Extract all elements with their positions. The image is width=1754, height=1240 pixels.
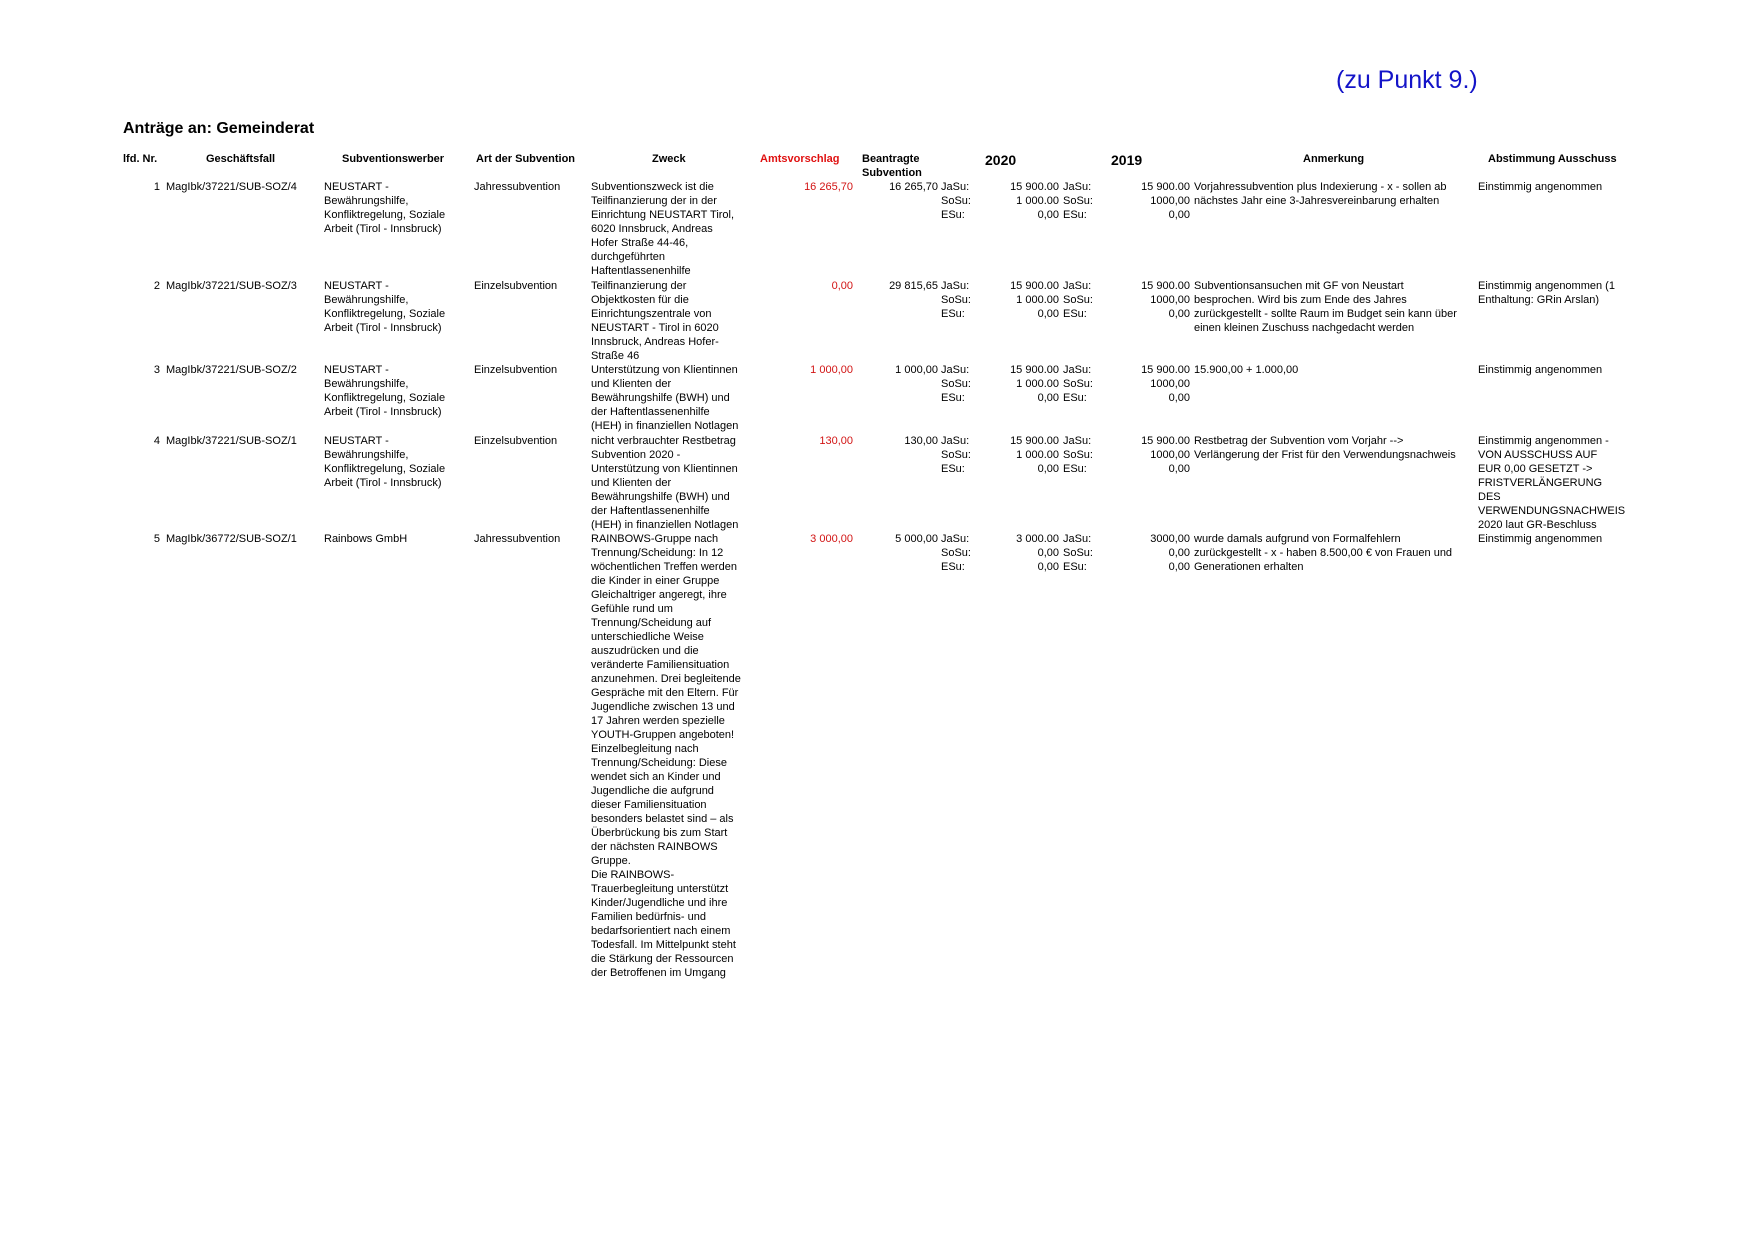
cell-abstimmung: Einstimmig angenommen [1478,533,1603,545]
cell-values-2020: 15 900.00 1 000.00 0,00 [1010,435,1059,475]
header-anmerkung: Anmerkung [1303,153,1365,165]
header-werber: Subventionswerber [342,153,445,165]
cell-anmerkung: Vorjahressubvention plus Indexierung - x - sollen ab nächstes Jahr eine 3-Jahresvereinbarung erhalten [1194,181,1447,207]
agenda-reference: (zu Punkt 9.) [1336,66,1478,94]
cell-nr: 2 [153,280,160,292]
cell-werber: NEUSTART - Bewährungshilfe, Konfliktregelung, Soziale Arbeit (Tirol - Innsbruck) [324,181,446,235]
header-2019: 2019 [1111,152,1143,168]
header-beantragt: Beantragte Subvention [862,153,922,179]
cell-anmerkung: 15.900,00 + 1.000,00 [1194,364,1299,376]
cell-values-2020: 3 000.00 0,00 0,00 [1016,533,1059,573]
cell-values-2019: 15 900.00 1000,00 0,00 [1141,280,1190,320]
cell-values-2019: 3000,00 0,00 0,00 [1150,533,1190,573]
cell-beantragt: 1 000,00 [895,364,938,376]
cell-zweck: Subventionszweck ist die Teilfinanzierung der in der Einrichtung NEUSTART Tirol, 6020 Innsbruck, Andreas Hofer Straße 44-46, durchgeführten Haftentlassenenhilfe [591,181,735,277]
cell-geschaeftsfall: MagIbk/37221/SUB-SOZ/3 [166,280,297,292]
cell-values-2020: 15 900.00 1 000.00 0,00 [1010,364,1059,404]
cell-labels-2020: JaSu: SoSu: ESu: [941,435,971,475]
cell-art: Jahressubvention [474,181,561,193]
cell-zweck: Teilfinanzierung der Objektkosten für die Einrichtungszentrale von NEUSTART - Tirol in 6020 Innsbruck, Andreas Hofer- Straße 46 [591,280,719,362]
cell-geschaeftsfall: MagIbk/36772/SUB-SOZ/1 [166,533,297,545]
cell-anmerkung: Subventionsansuchen mit GF von Neustart besprochen. Wird bis zum Ende des Jahres zurückgestellt - sollte Raum im Budget sein kann über einen kleinen Zuschuss nachgedacht werden [1194,280,1457,334]
cell-zweck: nicht verbrauchter Restbetrag Subvention 2020 - Unterstützung von Klientinnen und Klienten der Bewährungshilfe (BWH) und der Haftentlassenenhilfe (HEH) in finanziellen Notlagen [591,435,739,531]
cell-beantragt: 16 265,70 [889,181,938,193]
cell-amtsvorschlag: 1 000,00 [810,364,853,376]
cell-values-2020: 15 900.00 1 000.00 0,00 [1010,280,1059,320]
cell-nr: 3 [153,364,160,376]
cell-values-2019: 15 900.00 1000,00 0,00 [1141,181,1190,221]
header-art: Art der Subvention [476,153,576,165]
cell-art: Einzelsubvention [474,364,558,376]
cell-werber: NEUSTART - Bewährungshilfe, Konfliktregelung, Soziale Arbeit (Tirol - Innsbruck) [324,364,446,418]
header-abstimmung: Abstimmung Ausschuss [1488,153,1617,165]
cell-abstimmung: Einstimmig angenommen (1 Enthaltung: GRin Arslan) [1478,280,1615,306]
cell-labels-2019: JaSu: SoSu: ESu: [1063,181,1093,221]
cell-abstimmung: Einstimmig angenommen [1478,181,1603,193]
cell-anmerkung: wurde damals aufgrund von Formalfehlern zurückgestellt - x - haben 8.500,00 € von Frauen und Generationen erhalten [1194,533,1453,573]
cell-amtsvorschlag: 16 265,70 [804,181,853,193]
cell-geschaeftsfall: MagIbk/37221/SUB-SOZ/2 [166,364,297,376]
page-title: Anträge an: Gemeinderat [123,120,315,137]
cell-beantragt: 29 815,65 [889,280,938,292]
cell-art: Jahressubvention [474,533,561,545]
cell-geschaeftsfall: MagIbk/37221/SUB-SOZ/4 [166,181,297,193]
cell-labels-2020: JaSu: SoSu: ESu: [941,533,971,573]
cell-labels-2019: JaSu: SoSu: ESu: [1063,435,1093,475]
cell-zweck: RAINBOWS-Gruppe nach Trennung/Scheidung: In 12 wöchentlichen Treffen werden die Kinder in einer Gruppe Gleichaltriger angeregt, ihre Gefühle rund um Trennung/Scheidung auf unterschiedliche Weise auszudrücken und die veränderte Familiensituation anzunehmen. Drei begleitende Gespräche mit den Eltern. Für Jugendliche zwischen 13 und 17 Jahren werden spezielle YOUTH-Gruppen angeboten! Einzelbegleitung nach Trennung/Scheidung: Diese wendet sich an Kinder und Jugendliche die aufgrund dieser Familiensituation besonders belastet sind – als Überbrückung bis zum Start der nächsten RAINBOWS Gruppe. Die RAINBOWS- Trauerbegleitung unterstützt Kinder/Jugendliche und ihre Familien bedürfnis- und bedarfsorientiert nach einem Todesfall. Im Mittelpunkt steht die Stärkung der Ressourcen der Betroffenen im Umgang [591,533,741,979]
cell-values-2020: 15 900.00 1 000.00 0,00 [1010,181,1059,221]
cell-values-2019: 15 900.00 1000,00 0,00 [1141,364,1190,404]
cell-anmerkung: Restbetrag der Subvention vom Vorjahr --> Verlängerung der Frist für den Verwendungsnachweis [1194,435,1456,461]
cell-nr: 1 [153,181,160,193]
cell-werber: Rainbows GmbH [324,533,408,545]
cell-nr: 5 [153,533,160,545]
header-amtsvorschlag: Amtsvorschlag [760,153,840,165]
cell-labels-2020: JaSu: SoSu: ESu: [941,280,971,320]
header-nr: lfd. Nr. [123,153,158,165]
cell-labels-2019: JaSu: SoSu: ESu: [1063,533,1093,573]
cell-labels-2019: JaSu: SoSu: ESu: [1063,280,1093,320]
cell-abstimmung: Einstimmig angenommen - VON AUSSCHUSS AUF EUR 0,00 GESETZT -> FRISTVERLÄNGERUNG DES VERWENDUNGSNACHWEIS 2020 laut GR-Beschluss [1478,435,1626,531]
cell-geschaeftsfall: MagIbk/37221/SUB-SOZ/1 [166,435,297,447]
cell-werber: NEUSTART - Bewährungshilfe, Konfliktregelung, Soziale Arbeit (Tirol - Innsbruck) [324,435,446,489]
cell-labels-2019: JaSu: SoSu: ESu: [1063,364,1093,404]
cell-art: Einzelsubvention [474,435,558,447]
cell-beantragt: 130,00 [904,435,938,447]
cell-labels-2020: JaSu: SoSu: ESu: [941,364,971,404]
header-2020: 2020 [985,152,1017,168]
cell-beantragt: 5 000,00 [895,533,938,545]
cell-amtsvorschlag: 3 000,00 [810,533,853,545]
cell-art: Einzelsubvention [474,280,558,292]
cell-values-2019: 15 900.00 1000,00 0,00 [1141,435,1190,475]
header-zweck: Zweck [652,153,686,165]
cell-werber: NEUSTART - Bewährungshilfe, Konfliktregelung, Soziale Arbeit (Tirol - Innsbruck) [324,280,446,334]
header-geschaeftsfall: Geschäftsfall [206,153,276,165]
cell-amtsvorschlag: 130,00 [819,435,853,447]
cell-zweck: Unterstützung von Klientinnen und Klienten der Bewährungshilfe (BWH) und der Haftentlassenenhilfe (HEH) in finanziellen Notlagen [591,364,739,432]
cell-amtsvorschlag: 0,00 [831,280,853,292]
cell-abstimmung: Einstimmig angenommen [1478,364,1603,376]
cell-nr: 4 [153,435,160,447]
cell-labels-2020: JaSu: SoSu: ESu: [941,181,971,221]
